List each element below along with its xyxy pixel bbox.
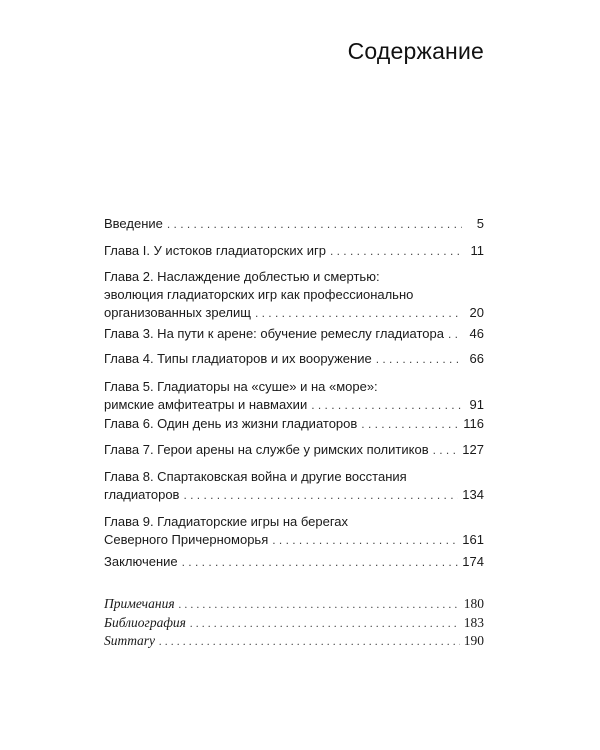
toc-entry-text: Глава 7. Герои арены на службе у римских политиков [104, 442, 429, 457]
toc-entry-text: Глава 2. Наслаждение доблестью и смертью: [104, 269, 380, 284]
toc-entry-chapter-2[interactable] [104, 268, 484, 322]
leader-dots [190, 614, 460, 632]
leader-dots [311, 396, 462, 414]
toc-page-number: 91 [469, 397, 484, 412]
leader-dots [182, 553, 459, 571]
toc-page-number: 46 [469, 326, 484, 341]
toc-page-number: 174 [462, 554, 484, 569]
toc-entry-text: Северного Причерноморья [104, 532, 269, 547]
toc-entry-text: организованных зрелищ [104, 305, 251, 320]
toc-entry-text: Summary [104, 633, 155, 648]
leader-dots [433, 441, 459, 459]
toc-page-number: 134 [462, 487, 484, 502]
toc-entry-chapter-1[interactable] [104, 242, 484, 260]
toc-entry-chapter-7[interactable] [104, 441, 484, 459]
toc-entry-text: Введение [104, 216, 163, 231]
toc-entry-text: римские амфитеатры и навмахии [104, 397, 308, 412]
toc-page-number: 5 [476, 216, 484, 231]
toc-entry-text: Глава 9. Гладиаторские игры на берегах [104, 514, 349, 529]
toc-page-number: 66 [469, 351, 484, 366]
toc-page-number: 183 [463, 615, 484, 630]
toc-entry-text: Глава 5. Гладиаторы на «суше» и на «море»: [104, 379, 378, 394]
toc-entry-text: Примечания [104, 596, 175, 611]
leader-dots [448, 325, 462, 343]
toc-page-number: 180 [463, 596, 484, 611]
toc-entry-chapter-3[interactable] [104, 325, 484, 343]
toc-page-number: 20 [469, 305, 484, 320]
page-title: Содержание [347, 38, 484, 64]
toc-entry-text: Глава 8. Спартаковская война и другие восстания [104, 469, 407, 484]
toc-entry-text: Библиография [104, 615, 186, 630]
toc-entry-chapter-4[interactable] [104, 350, 484, 368]
toc-entry-chapter-6[interactable] [104, 415, 484, 433]
toc-entry-chapter-8[interactable] [104, 468, 484, 504]
toc-entry-text: Глава 6. Один день из жизни гладиаторов [104, 416, 358, 431]
leader-dots [167, 215, 462, 233]
toc-entry-text: Глава I. У истоков гладиаторских игр [104, 243, 326, 258]
toc-page-number: 161 [462, 532, 484, 547]
toc-entry-text: эволюция гладиаторских игр как профессионально [104, 287, 414, 302]
leader-dots [376, 350, 462, 368]
toc-page-number: 116 [463, 416, 484, 431]
toc-entry-text: Глава 3. На пути к арене: обучение ремеслу гладиатора [104, 326, 444, 341]
toc-entry-text: гладиаторов [104, 487, 180, 502]
leader-dots [330, 242, 462, 260]
toc-entry-summary[interactable] [104, 632, 484, 650]
leader-dots [255, 304, 462, 322]
toc-entry-bibliography[interactable] [104, 614, 484, 632]
leader-dots [361, 415, 459, 433]
toc-page-number: 127 [462, 442, 484, 457]
toc-entry-chapter-5[interactable] [104, 378, 484, 414]
leader-dots [183, 486, 458, 504]
toc-entry-notes[interactable] [104, 595, 484, 613]
toc-page-number: 11 [470, 243, 484, 258]
toc-page-number: 190 [463, 633, 484, 648]
toc-entry-chapter-9[interactable] [104, 513, 484, 549]
toc-entry-conclusion[interactable] [104, 553, 484, 571]
toc-entry-text: Глава 4. Типы гладиаторов и их вооружение [104, 351, 372, 366]
leader-dots [179, 595, 460, 613]
leader-dots [272, 531, 458, 549]
toc-entry-introduction[interactable] [104, 215, 484, 233]
leader-dots [159, 632, 460, 650]
toc-entry-text: Заключение [104, 554, 178, 569]
